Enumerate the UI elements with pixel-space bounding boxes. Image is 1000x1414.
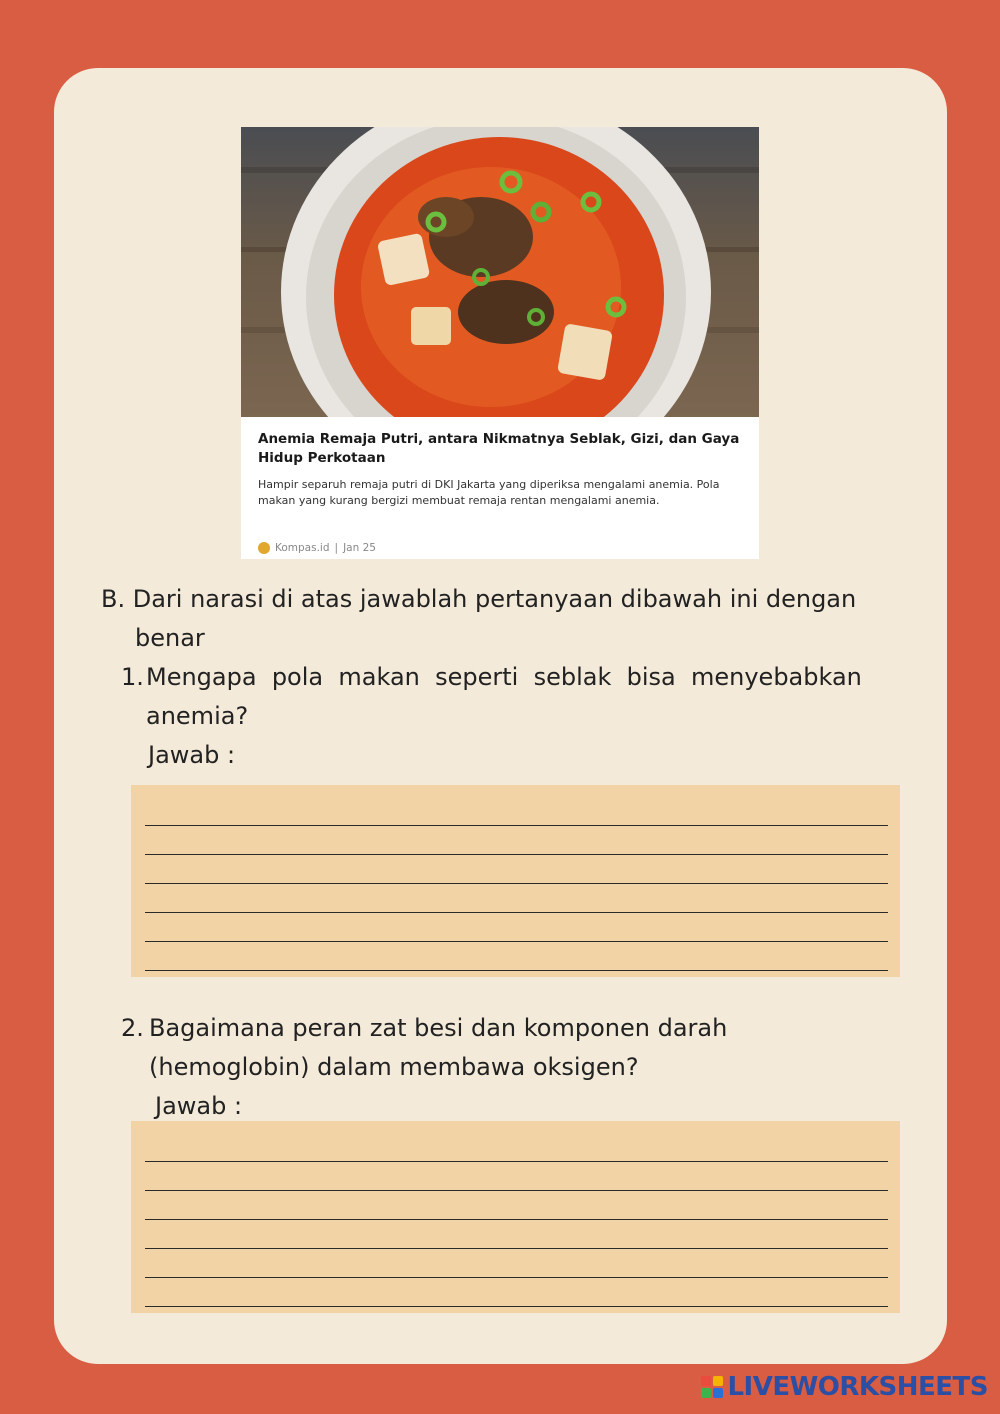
source-name: Kompas.id <box>275 542 330 554</box>
question-2-answer-label: Jawab : <box>155 1092 243 1120</box>
answer-line[interactable] <box>145 1133 888 1162</box>
seblak-photo <box>241 127 759 417</box>
article-description: Hampir separuh remaja putri di DKI Jakarta yang diperiksa mengalami anemia. Pola makan yang kurang bergizi membuat remaja rentan mengalami anemia. <box>258 478 720 507</box>
answer-line[interactable] <box>145 1191 888 1220</box>
answer-box-2[interactable] <box>131 1121 900 1313</box>
answer-line[interactable] <box>145 1220 888 1249</box>
answer-line[interactable] <box>145 942 888 971</box>
section-heading-continued: benar <box>135 624 205 652</box>
question-2-text-continued: (hemoglobin) dalam membawa oksigen? <box>149 1053 639 1081</box>
section-heading: B. Dari narasi di atas jawablah pertanyaan dibawah ini dengan <box>101 585 857 613</box>
answer-line[interactable] <box>145 884 888 913</box>
question-2-text: Bagaimana peran zat besi dan komponen darah <box>149 1014 728 1042</box>
article-source <box>258 542 376 554</box>
question-1-text-continued: anemia? <box>146 702 249 730</box>
answer-line[interactable] <box>145 1278 888 1307</box>
kompas-logo-icon <box>258 542 270 554</box>
question-1-answer-label: Jawab : <box>148 741 236 769</box>
liveworksheets-brand[interactable] <box>701 1372 988 1402</box>
answer-line[interactable] <box>145 855 888 884</box>
question-1-number: 1. <box>121 663 144 691</box>
news-article-card <box>241 127 759 559</box>
brand-name: LIVEWORKSHEETS <box>727 1372 988 1402</box>
liveworksheets-logo-icon <box>701 1376 723 1398</box>
question-2-number: 2. <box>121 1014 144 1042</box>
article-title[interactable]: Anemia Remaja Putri, antara Nikmatnya Seblak, Gizi, dan Gaya Hidup Perkotaan <box>258 431 740 466</box>
answer-line[interactable] <box>145 1249 888 1278</box>
question-1-text: Mengapa pola makan seperti seblak bisa menyebabkan <box>146 663 862 691</box>
answer-line[interactable] <box>145 1162 888 1191</box>
answer-line[interactable] <box>145 826 888 855</box>
article-date: Jan 25 <box>343 542 376 554</box>
answer-line[interactable] <box>145 913 888 942</box>
source-separator: | <box>334 542 339 554</box>
answer-box-1[interactable] <box>131 785 900 977</box>
answer-line[interactable] <box>145 797 888 826</box>
